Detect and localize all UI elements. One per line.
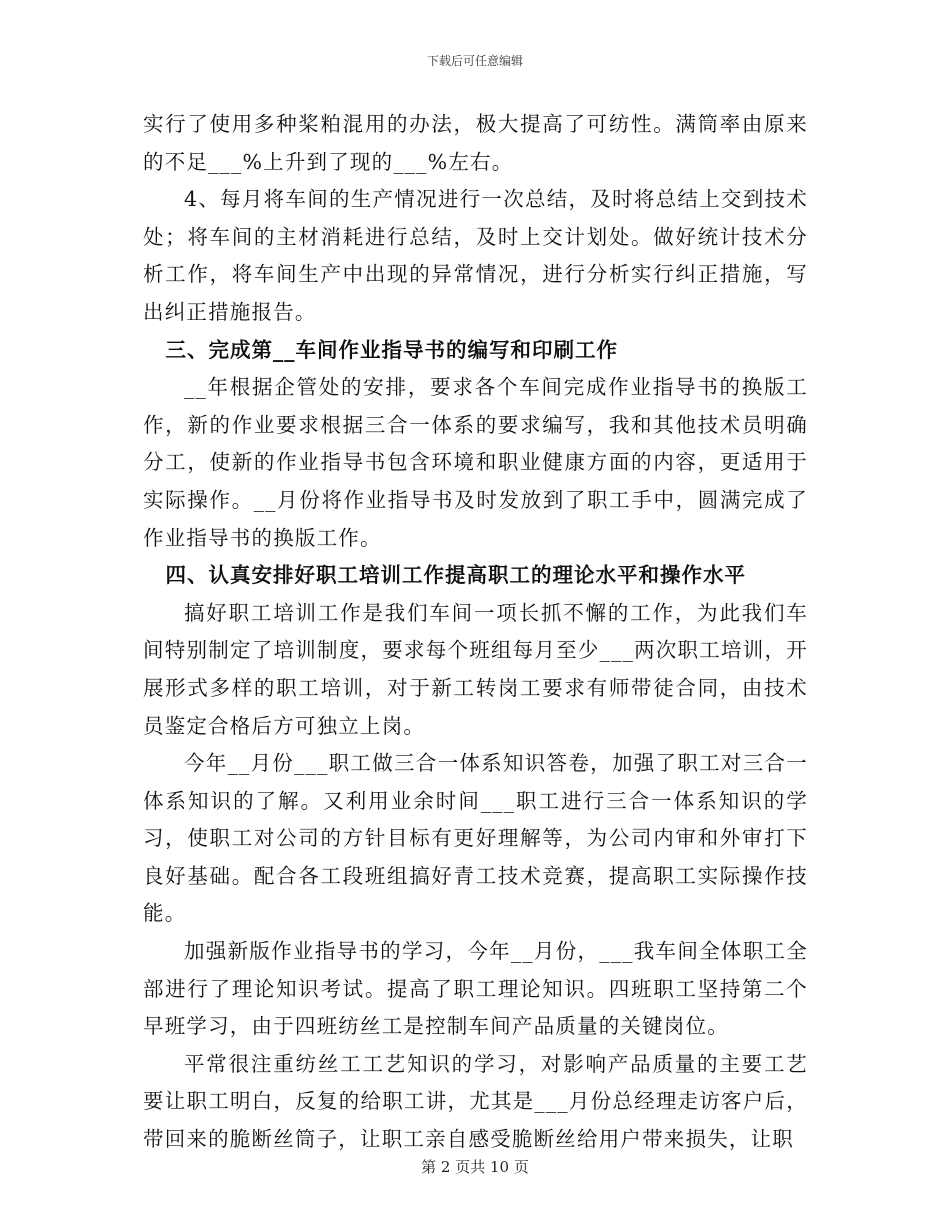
- page-header: 下载后可任意编辑: [426, 54, 523, 68]
- paragraph-continued: 实行了使用多种桨粕混用的办法，极大提高了可纺性。满筒率由原来的不足___%上升到了现的___%左右。: [143, 112, 808, 174]
- document-body: [143, 106, 808, 1159]
- section-heading-3: 三、完成第__车间作业指导书的编写和印刷工作: [165, 337, 619, 362]
- page-footer: 第 2 页共 10 页: [421, 1158, 529, 1176]
- paragraph: 搞好职工培训工作是我们车间一项长抓不懈的工作，为此我们车间特别制定了培训制度，要求每个班组每月至少___两次职工培训，开展形式多样的职工培训，对于新工转岗工要求有师带徒合同，由技术员鉴定合格后方可独立上岗。: [143, 600, 808, 738]
- paragraph: __年根据企管处的安排，要求各个车间完成作业指导书的换版工作，新的作业要求根据三合一体系的要求编写，我和其他技术员明确分工，使新的作业指导书包含环境和职业健康方面的内容，更适用于实际操作。__月份将作业指导书及时发放到了职工手中，圆满完成了作业指导书的换版工作。: [143, 375, 808, 550]
- paragraph: 加强新版作业指导书的学习，今年__月份，___我车间全体职工全部进行了理论知识考试。提高了职工理论知识。四班职工坚持第二个早班学习，由于四班纺丝工是控制车间产品质量的关键岗位。: [143, 939, 808, 1039]
- paragraph: 平常很注重纺丝工工艺知识的学习，对影响产品质量的主要工艺要让职工明白，反复的给职工讲，尤其是___月份总经理走访客户后，带回来的脆断丝筒子，让职工亲自感受脆断丝给用户带来损失，让职: [143, 1051, 808, 1152]
- paragraph-item-4: 4、每月将车间的生产情况进行一次总结，及时将总结上交到技术处；将车间的主材消耗进行总结，及时上交计划处。做好统计技术分析工作，将车间生产中出现的异常情况，进行分析实行纠正措施，写出纠正措施报告。: [143, 187, 808, 324]
- section-heading-4: 四、认真安排好职工培训工作提高职工的理论水平和操作水平: [165, 563, 747, 588]
- paragraph: 今年__月份___职工做三合一体系知识答卷，加强了职工对三合一体系知识的了解。又利用业余时间___职工进行三合一体系知识的学习，使职工对公司的方针目标有更好理解等，为公司内审和外审打下良好基础。配合各工段班组搞好青工技术竞赛，提高职工实际操作技能。: [143, 751, 808, 926]
